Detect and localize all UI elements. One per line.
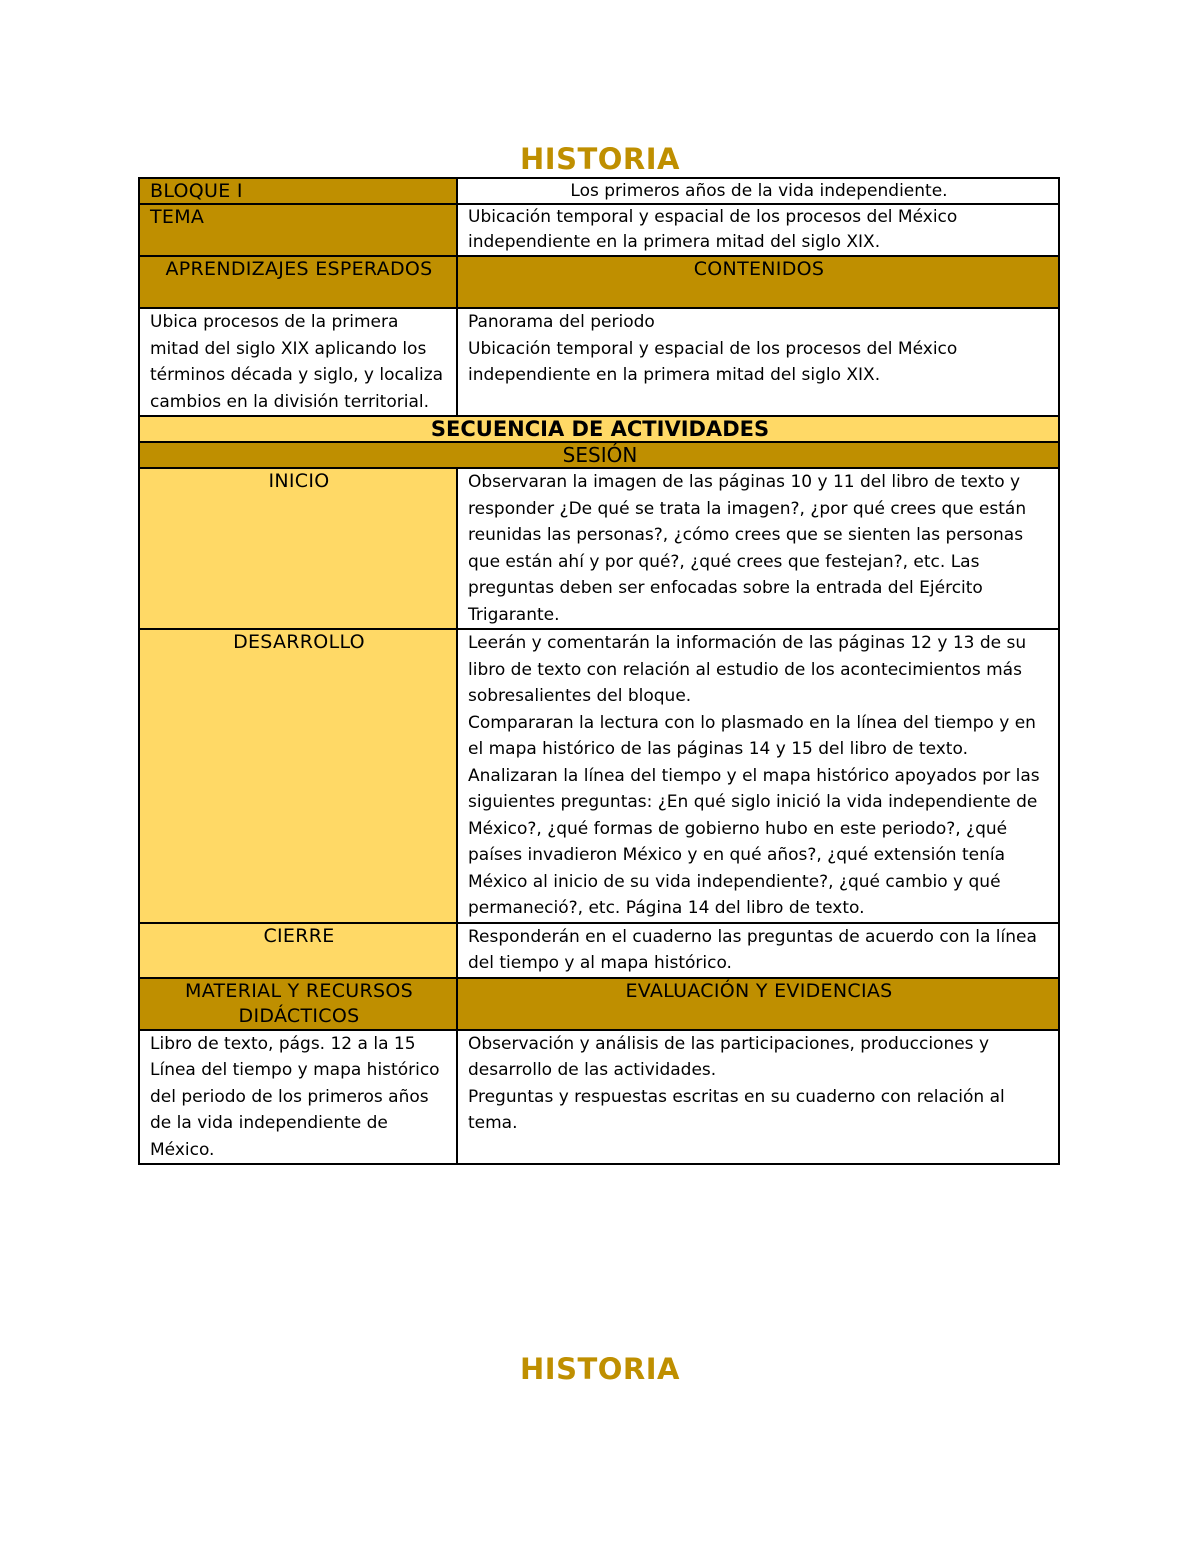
desarrollo-cell xyxy=(457,629,1059,923)
aprendizajes-text: Ubica procesos de la primera mitad del siglo XIX aplicando los términos década y siglo, y localiza cambios en la división territorial. xyxy=(139,308,457,416)
contenidos-cell xyxy=(457,308,1059,416)
contenidos-header: CONTENIDOS xyxy=(457,256,1059,308)
bloque-value: Los primeros años de la vida independiente. xyxy=(457,178,1059,204)
evaluacion-cell xyxy=(457,1030,1059,1165)
desarrollo-paragraph: Analizaran la línea del tiempo y el mapa histórico apoyados por las siguientes preguntas: ¿En qué siglo inició la vida independiente de México?, ¿qué formas de gobierno hubo en este periodo?, ¿qué países invadieron México y en qué años?, ¿qué extensión tenía México al inicio de su vida independiente?, ¿qué cambio y qué permaneció?, etc. Página 14 del libro de texto. xyxy=(468,765,1040,918)
desarrollo-paragraph: Compararan la lectura con lo plasmado en la línea del tiempo y en el mapa histórico de las páginas 14 y 15 del libro de texto. xyxy=(468,712,1036,759)
secuencia-header: SECUENCIA DE ACTIVIDADES xyxy=(139,416,1059,442)
cierre-text: Responderán en el cuaderno las preguntas de acuerdo con la línea del tiempo y al mapa histórico. xyxy=(457,923,1059,978)
cierre-row xyxy=(139,923,1059,978)
bloque-row xyxy=(139,178,1059,204)
tema-label: TEMA xyxy=(139,204,457,256)
material-item: Línea del tiempo y mapa histórico del periodo de los primeros años de la vida independiente de México. xyxy=(150,1060,440,1160)
aprendizajes-header-row xyxy=(139,256,1059,308)
page-title: HISTORIA xyxy=(520,142,680,176)
lesson-plan-table xyxy=(138,177,1060,1165)
inicio-label: INICIO xyxy=(139,468,457,629)
evaluacion-item: Observación y análisis de las participaciones, producciones y desarrollo de las actividades. xyxy=(468,1033,989,1080)
contenidos-item: Ubicación temporal y espacial de los procesos del México independiente en la primera mitad del siglo XIX. xyxy=(468,338,958,385)
secuencia-row xyxy=(139,416,1059,442)
aprendizajes-header: APRENDIZAJES ESPERADOS xyxy=(139,256,457,308)
sesion-row xyxy=(139,442,1059,468)
aprendizajes-row xyxy=(139,308,1059,416)
desarrollo-row xyxy=(139,629,1059,923)
inicio-text: Observaran la imagen de las páginas 10 y 11 del libro de texto y responder ¿De qué se trata la imagen?, ¿por qué crees que están reunidas las personas?, ¿cómo crees que se sienten las personas que están ahí y por qué?, ¿qué crees que festejan?, etc. Las preguntas deben ser enfocadas sobre la entrada del Ejército Trigarante. xyxy=(457,468,1059,629)
tema-row xyxy=(139,204,1059,256)
material-cell xyxy=(139,1030,457,1165)
desarrollo-paragraph: Leerán y comentarán la información de las páginas 12 y 13 de su libro de texto con relación al estudio de los acontecimientos más sobresalientes del bloque. xyxy=(468,633,1027,706)
material-header-row xyxy=(139,978,1059,1030)
desarrollo-label: DESARROLLO xyxy=(139,629,457,923)
page-title-next: HISTORIA xyxy=(520,1352,680,1386)
material-item: Libro de texto, págs. 12 a la 15 xyxy=(150,1033,416,1054)
bloque-label: BLOQUE I xyxy=(139,178,457,204)
evaluacion-item: Preguntas y respuestas escritas en su cuaderno con relación al tema. xyxy=(468,1086,1005,1133)
tema-value: Ubicación temporal y espacial de los procesos del México independiente en la primera mitad del siglo XIX. xyxy=(457,204,1059,256)
contenidos-item: Panorama del periodo xyxy=(468,312,655,332)
inicio-row xyxy=(139,468,1059,629)
material-row xyxy=(139,1030,1059,1165)
sesion-header: SESIÓN xyxy=(139,442,1059,468)
evaluacion-header: EVALUACIÓN Y EVIDENCIAS xyxy=(457,978,1059,1030)
material-header: MATERIAL Y RECURSOS DIDÁCTICOS xyxy=(139,978,457,1030)
cierre-label: CIERRE xyxy=(139,923,457,978)
